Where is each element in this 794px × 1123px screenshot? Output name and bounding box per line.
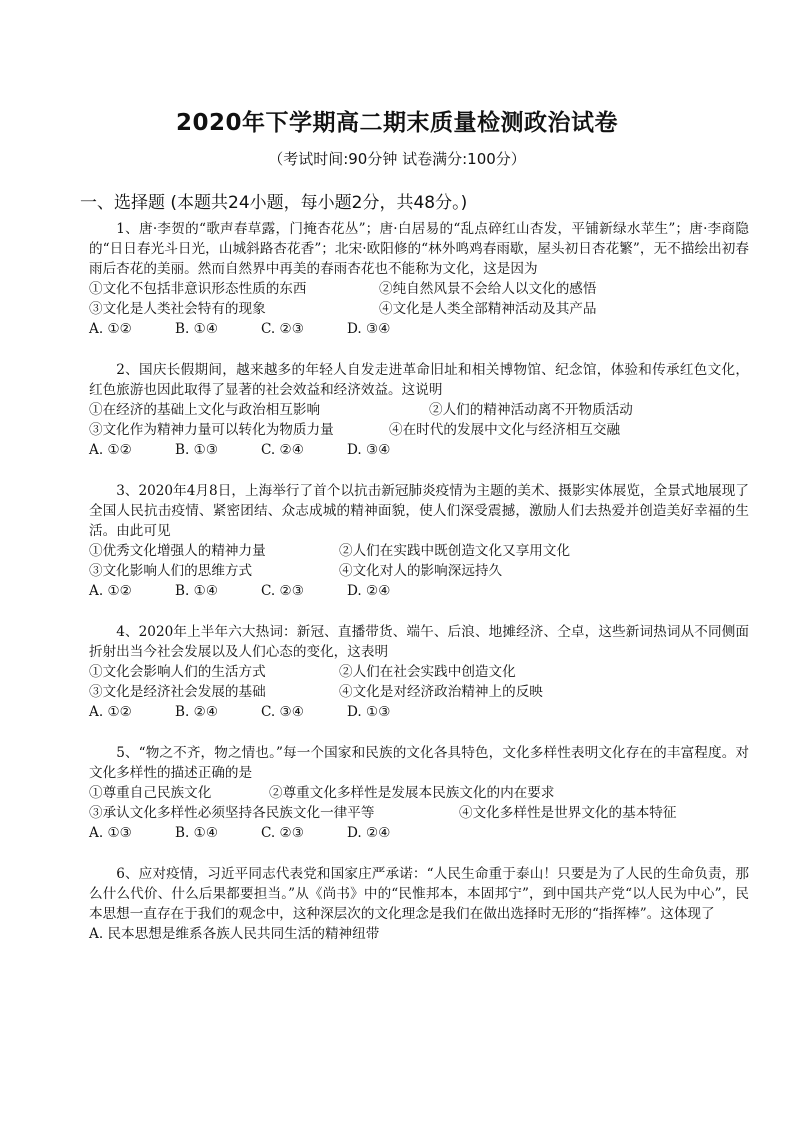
option: ①尊重自己民族文化 xyxy=(89,785,212,801)
answer-choice: A. ①② xyxy=(89,321,132,337)
section-heading: 一、选择题 (本题共24小题，每小题2分，共48分。) xyxy=(80,193,468,213)
question-2 xyxy=(89,360,749,460)
answer-choice: D. ②④ xyxy=(347,583,391,599)
question-5 xyxy=(89,743,749,843)
option-row xyxy=(89,682,749,702)
option: ①文化不包括非意识形态性质的东西 xyxy=(89,281,307,297)
question-stem: 6、应对疫情，习近平同志代表党和国家庄严承诺：“人民生命重于泰山！只要是为了人民的生命负责，那么什么代价、什么后果都要担当。”从《尚书》中的“民惟邦本，本固邦宁”，到中国共产党“以人民为中心”，民本思想一直存在于我们的观念中，这种深层次的文化理念是我们在做出选择时无形的“指挥棒”。这体现了 xyxy=(89,866,749,922)
option-row xyxy=(89,420,749,440)
answer-row xyxy=(89,319,749,339)
answer-row xyxy=(89,702,749,722)
answer-choice: D. ③④ xyxy=(347,321,391,337)
answer-choice: C. ②④ xyxy=(261,442,304,458)
option: ④文化对人的影响深远持久 xyxy=(339,563,503,579)
question-list xyxy=(89,219,749,965)
option: ②纯自然风景不会给人以文化的感悟 xyxy=(379,281,597,297)
option: ③文化影响人们的思维方式 xyxy=(89,563,253,579)
question-1 xyxy=(89,219,749,339)
exam-subtitle: （考试时间:90分钟 试卷满分:100分） xyxy=(268,150,526,168)
answer-choice: C. ③④ xyxy=(261,704,304,720)
option: ①在经济的基础上文化与政治相互影响 xyxy=(89,402,321,418)
option-row xyxy=(89,783,749,803)
option: ③文化是经济社会发展的基础 xyxy=(89,684,266,700)
option: ②尊重文化多样性是发展本民族文化的内在要求 xyxy=(269,785,555,801)
option: ②人们在社会实践中创造文化 xyxy=(339,664,516,680)
option: ③文化作为精神力量可以转化为物质力量 xyxy=(89,422,334,438)
answer-choice: A. ①③ xyxy=(89,825,132,841)
option: ④在时代的发展中文化与经济相互交融 xyxy=(389,422,621,438)
option-row xyxy=(89,299,749,319)
answer-choice: D. ③④ xyxy=(347,442,391,458)
option-row xyxy=(89,279,749,299)
question-stem: 2、国庆长假期间，越来越多的年轻人自发走进革命旧址和相关博物馆、纪念馆，体验和传承红色文化，红色旅游也因此取得了显著的社会效益和经济效益。这说明 xyxy=(89,362,749,398)
option-row xyxy=(89,561,749,581)
answer-choice: A. ①② xyxy=(89,442,132,458)
question-3 xyxy=(89,481,749,601)
answer-choice: D. ②④ xyxy=(347,825,391,841)
answer-choice: A. ①② xyxy=(89,704,132,720)
question-stem: 5、“物之不齐，物之情也。”每一个国家和民族的文化各具特色，文化多样性表明文化存在的丰富程度。对文化多样性的描述正确的是 xyxy=(89,745,749,781)
option: ④文化是对经济政治精神上的反映 xyxy=(339,684,543,700)
exam-title: 2020年下学期高二期末质量检测政治试卷 xyxy=(175,110,618,136)
answer-choice: B. ①④ xyxy=(175,583,219,599)
question-6 xyxy=(89,864,749,944)
option: ①优秀文化增强人的精神力量 xyxy=(89,543,266,559)
answer-choice: B. ①④ xyxy=(175,825,219,841)
option-row xyxy=(89,400,749,420)
answer-choice: C. ②③ xyxy=(261,321,304,337)
option: ②人们的精神活动离不开物质活动 xyxy=(429,402,633,418)
answer-row xyxy=(89,581,749,601)
option: ①文化会影响人们的生活方式 xyxy=(89,664,266,680)
option: ③承认文化多样性必须坚持各民族文化一律平等 xyxy=(89,805,375,821)
option-row xyxy=(89,541,749,561)
answer-choice: B. ②④ xyxy=(175,704,219,720)
answer-choice: B. ①④ xyxy=(175,321,219,337)
answer-choice: C. ②③ xyxy=(261,825,304,841)
answer-choice: B. ①③ xyxy=(175,442,219,458)
option-row xyxy=(89,662,749,682)
option: ④文化多样性是世界文化的基本特征 xyxy=(459,805,677,821)
answer-choice: A. ①② xyxy=(89,583,132,599)
option: A. 民本思想是维系各族人民共同生活的精神纽带 xyxy=(89,926,380,942)
option-row xyxy=(89,924,749,944)
option: ④文化是人类全部精神活动及其产品 xyxy=(379,301,597,317)
option-row xyxy=(89,803,749,823)
question-stem: 1、唐·李贺的“歌声春草露，门掩杏花丛”；唐·白居易的“乱点碎红山杏发，平铺新绿水苹生”；唐·李商隐的“日日春光斗日光，山城斜路杏花香”；北宋·欧阳修的“林外鸣鸡春雨歇，屋头初日杏花繁”，无不描绘出初春雨后杏花的美丽。然而自然界中再美的春雨杏花也不能称为文化，这是因为 xyxy=(89,221,749,277)
answer-choice: C. ②③ xyxy=(261,583,304,599)
question-stem: 4、2020年上半年六大热词：新冠、直播带货、端午、后浪、地摊经济、仝卓，这些新词热词从不同侧面折射出当今社会发展以及人们心态的变化，这表明 xyxy=(89,624,749,660)
question-4 xyxy=(89,622,749,722)
option: ③文化是人类社会特有的现象 xyxy=(89,301,266,317)
answer-choice: D. ①③ xyxy=(347,704,391,720)
option: ②人们在实践中既创造文化又享用文化 xyxy=(339,543,571,559)
answer-row xyxy=(89,440,749,460)
answer-row xyxy=(89,823,749,843)
question-stem: 3、2020年4月8日，上海举行了首个以抗击新冠肺炎疫情为主题的美术、摄影实体展览，全景式地展现了全国人民抗击疫情、紧密团结、众志成城的精神面貌，使人们深受震撼，激励人们去热爱并创造美好幸福的生活。由此可见 xyxy=(89,483,749,539)
